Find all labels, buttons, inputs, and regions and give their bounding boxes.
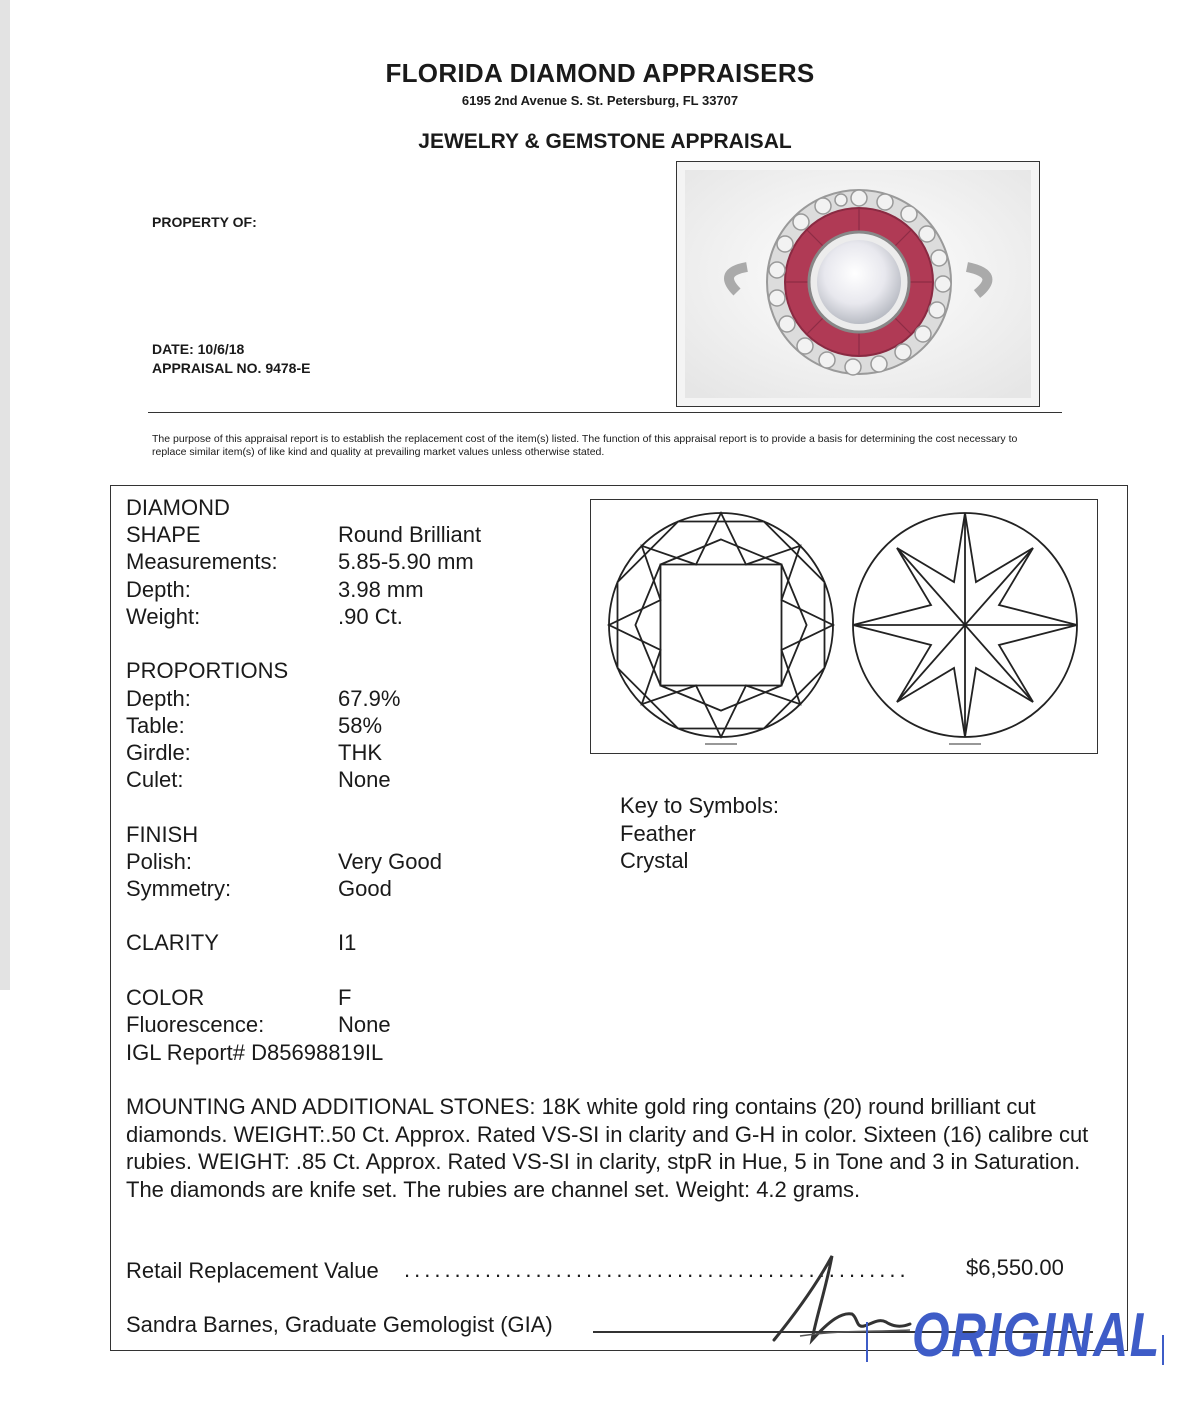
symmetry-value: Good xyxy=(338,876,392,901)
weight-value: .90 Ct. xyxy=(338,604,403,629)
polish-label: Polish: xyxy=(126,849,193,874)
ring-photo xyxy=(676,161,1040,407)
gemologist-name: Sandra Barnes, Graduate Gemologist (GIA) xyxy=(126,1312,553,1337)
appraisal-number: APPRAISAL NO. 9478-E xyxy=(152,360,311,376)
diamond-heading: DIAMOND xyxy=(126,495,230,520)
igl-report-number: IGL Report# D85698819IL xyxy=(126,1040,384,1065)
diamond-facet-diagrams xyxy=(591,500,1096,752)
symmetry-label: Symmetry: xyxy=(126,876,232,901)
girdle-label: Girdle: xyxy=(126,740,191,765)
diamond-plot-diagram xyxy=(590,499,1098,754)
signature-scribble xyxy=(760,1248,920,1348)
finish-heading: FINISH xyxy=(126,822,199,847)
table-label: Table: xyxy=(126,713,185,738)
clarity-value: I1 xyxy=(338,930,357,955)
clarity-label: CLARITY xyxy=(126,930,219,955)
depth-label: Depth: xyxy=(126,577,191,602)
girdle-value: THK xyxy=(338,740,382,765)
color-value: F xyxy=(338,985,352,1010)
culet-label: Culet: xyxy=(126,767,184,792)
measurements-label: Measurements: xyxy=(126,549,278,574)
value-leader-dots: .................................................. xyxy=(404,1257,910,1282)
key-item-feather: Feather xyxy=(620,821,696,846)
company-address: 6195 2nd Avenue S. St. Petersburg, FL 33707 xyxy=(461,93,739,108)
depth-value: 3.98 mm xyxy=(338,577,424,602)
document-title: JEWELRY & GEMSTONE APPRAISAL xyxy=(418,130,792,153)
weight-label: Weight: xyxy=(126,604,201,629)
retail-value-amount: $6,550.00 xyxy=(966,1255,1064,1280)
mounting-description: MOUNTING AND ADDITIONAL STONES: 18K white gold ring contains (20) round brilliant cut diamonds. WEIGHT:.50 Ct. Approx. Rated VS-SI in clarity and G-H in color. Sixteen (16) calibre cut rubies. WEIGHT: .85 Ct. Approx. Rated VS-SI in clarity, stpR in Hue, 5 in Tone and 3 in Saturation. The diamonds are knife set. The rubies are channel set. Weight: 4.2 grams. xyxy=(126,1094,1089,1202)
retail-value-label: Retail Replacement Value xyxy=(126,1258,379,1283)
ring-image xyxy=(677,162,1040,407)
pavilion-view xyxy=(853,513,1077,737)
company-name: FLORIDA DIAMOND APPRAISERS xyxy=(385,58,815,88)
shape-value: Round Brilliant xyxy=(338,522,482,547)
prop-depth-value: 67.9% xyxy=(338,686,401,711)
shape-label: SHAPE xyxy=(126,522,201,547)
key-to-symbols-title: Key to Symbols: xyxy=(620,793,779,818)
crown-view xyxy=(609,513,833,737)
measurements-value: 5.85-5.90 mm xyxy=(338,549,474,574)
key-item-crystal: Crystal xyxy=(620,848,689,873)
property-of-label: PROPERTY OF: xyxy=(152,214,257,230)
fluorescence-label: Fluorescence: xyxy=(126,1012,265,1037)
culet-value: None xyxy=(338,767,391,792)
date-label: DATE: 10/6/18 xyxy=(152,341,245,357)
color-label: COLOR xyxy=(126,985,205,1010)
stamp-tick-right xyxy=(1162,1335,1164,1365)
table-value: 58% xyxy=(338,713,383,738)
header-divider xyxy=(148,412,1062,413)
polish-value: Very Good xyxy=(338,849,442,874)
purpose-statement: The purpose of this appraisal report is to establish the replacement cost of the item(s) listed. The function of this appraisal report is to provide a basis for determining the cost necessary to replace similar item(s) of like kind and quality at prevailing market values unless otherwise stated. xyxy=(152,433,1018,458)
fluorescence-value: None xyxy=(338,1012,391,1037)
proportions-heading: PROPORTIONS xyxy=(126,658,289,683)
stamp-tick-left xyxy=(866,1322,868,1362)
prop-depth-label: Depth: xyxy=(126,686,191,711)
original-stamp: ORIGINAL xyxy=(912,1301,1161,1370)
